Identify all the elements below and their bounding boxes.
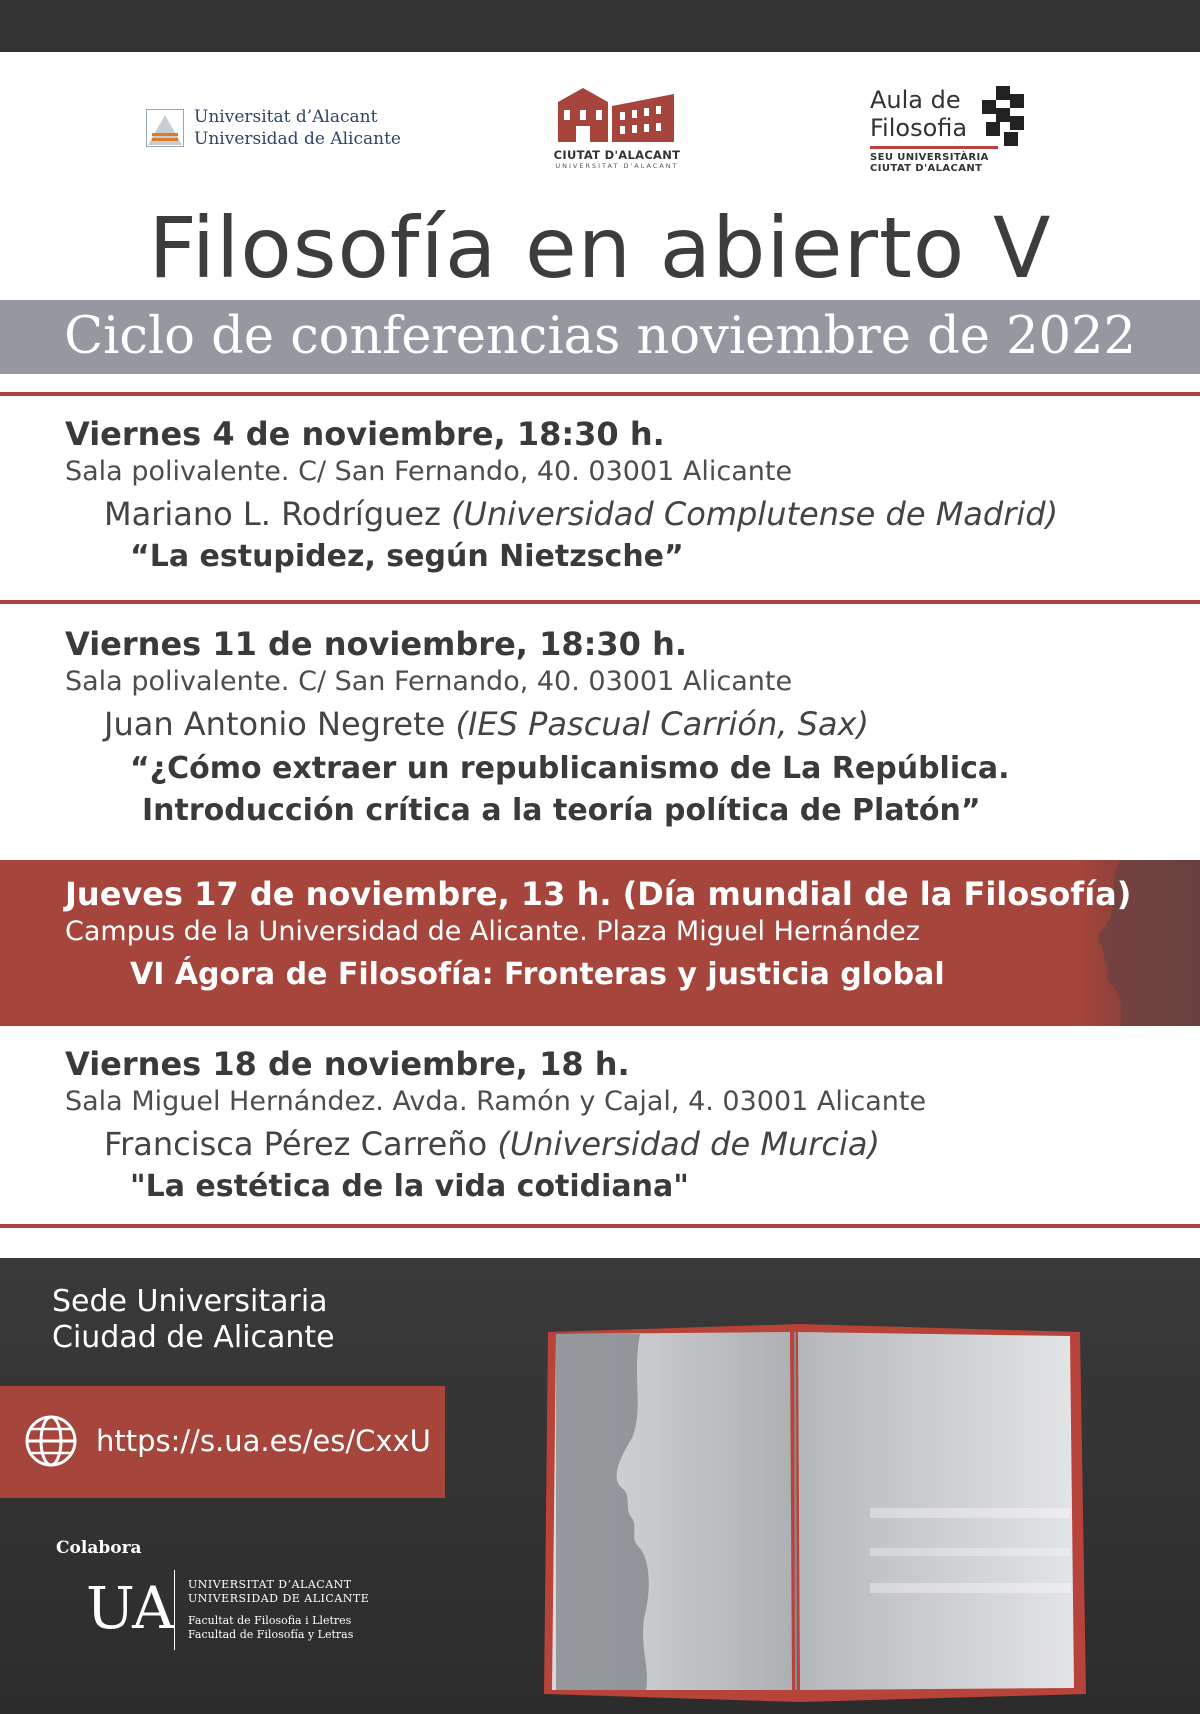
ua-logo-text [194, 106, 401, 150]
event-date: Viernes 18 de noviembre, 18 h. [65, 1045, 630, 1083]
aula-logo-line4: CIUTAT D'ALACANT [870, 163, 983, 174]
ua-footer-separator [174, 1570, 175, 1650]
event-talk-title-line1: “¿Cómo extraer un republicanismo de La República. [130, 751, 1010, 786]
aula-filosofia-logo [868, 86, 1028, 176]
aula-logo-line3: SEU UNIVERSITÀRIA [870, 152, 989, 163]
ua-emblem-icon [146, 109, 184, 147]
ua-logo-line1: Universitat d’Alacant [194, 107, 378, 127]
sede-line1: Sede Universitaria [52, 1284, 328, 1319]
event-talk-title: "La estética de la vida cotidiana" [130, 1169, 689, 1204]
speaker-name: Mariano L. Rodríguez [104, 495, 441, 533]
event-place: Campus de la Universidad de Alicante. Plaza Miguel Hernández [65, 916, 920, 947]
divider-rule [0, 600, 1200, 604]
event-date: Viernes 4 de noviembre, 18:30 h. [65, 415, 665, 453]
aula-logo-subtitle [870, 152, 989, 174]
speaker-affiliation: (Universidad Complutense de Madrid) [451, 495, 1059, 533]
footer-section [0, 1258, 1200, 1714]
sede-title [52, 1284, 335, 1356]
top-bar [0, 0, 1200, 52]
globe-icon [24, 1414, 78, 1468]
event-date: Jueves 17 de noviembre, 13 h. (Día mundial de la Filosofía) [65, 875, 1132, 913]
universidad-alicante-logo [146, 104, 401, 156]
ciutat-logo-line1: CIUTAT D'ALACANT [553, 148, 681, 162]
event-place: Sala polivalente. C/ San Fernando, 40. 03001 Alicante [65, 456, 793, 487]
event-place: Sala Miguel Hernández. Avda. Ramón y Cajal, 4. 03001 Alicante [65, 1086, 927, 1117]
building-icon [554, 84, 680, 146]
ua-footer-line1: UNIVERSITAT D’ALACANT [188, 1578, 352, 1591]
event-talk-title-line2: Introducción crítica a la teoría política de Platón” [142, 793, 981, 828]
page-title: Filosofía en abierto V [148, 199, 1052, 297]
event-talk-title: VI Ágora de Filosofía: Fronteras y justicia global [130, 957, 945, 992]
ua-footer-mark: UA [86, 1574, 173, 1642]
ua-footer-text [188, 1578, 369, 1642]
colabora-label: Colabora [56, 1538, 142, 1558]
ua-footer-line3: Facultat de Filosofia i Lletres [188, 1614, 352, 1627]
speaker-affiliation: (IES Pascual Carrión, Sax) [455, 705, 869, 743]
ua-footer-line2: UNIVERSIDAD DE ALICANTE [188, 1592, 370, 1605]
ua-logo-line2: Universidad de Alicante [194, 129, 401, 149]
divider-rule [0, 1224, 1200, 1228]
event-date: Viernes 11 de noviembre, 18:30 h. [65, 625, 688, 663]
event-place: Sala polivalente. C/ San Fernando, 40. 03001 Alicante [65, 666, 793, 697]
speaker-affiliation: (Universidad de Murcia) [497, 1125, 880, 1163]
aula-logo-line2: Filosofia [870, 114, 968, 142]
open-book-illustration [540, 1318, 1100, 1714]
event-talk-title: “La estupidez, según Nietzsche” [130, 539, 684, 574]
event-speaker [104, 1124, 880, 1164]
ua-footer-line4: Facultad de Filosofía y Letras [188, 1628, 354, 1641]
divider-rule [0, 392, 1200, 396]
event-speaker [104, 704, 869, 744]
speaker-name: Francisca Pérez Carreño [104, 1125, 488, 1163]
page-subtitle: Ciclo de conferencias noviembre de 2022 [64, 307, 1136, 366]
aula-logo-line1: Aula de [870, 86, 961, 114]
ciutat-logo-line2: UNIVERSITAT D'ALACANT [555, 162, 679, 170]
puzzle-icon [966, 86, 1024, 148]
speaker-name: Juan Antonio Negrete [104, 705, 446, 743]
url-box [0, 1386, 445, 1498]
event-3-highlight [0, 860, 1200, 1026]
sede-line2: Ciudad de Alicante [52, 1320, 335, 1355]
website-link[interactable]: https://s.ua.es/es/CxxU [96, 1424, 431, 1458]
ciutat-alacant-logo [552, 84, 682, 174]
event-speaker [104, 494, 1058, 534]
